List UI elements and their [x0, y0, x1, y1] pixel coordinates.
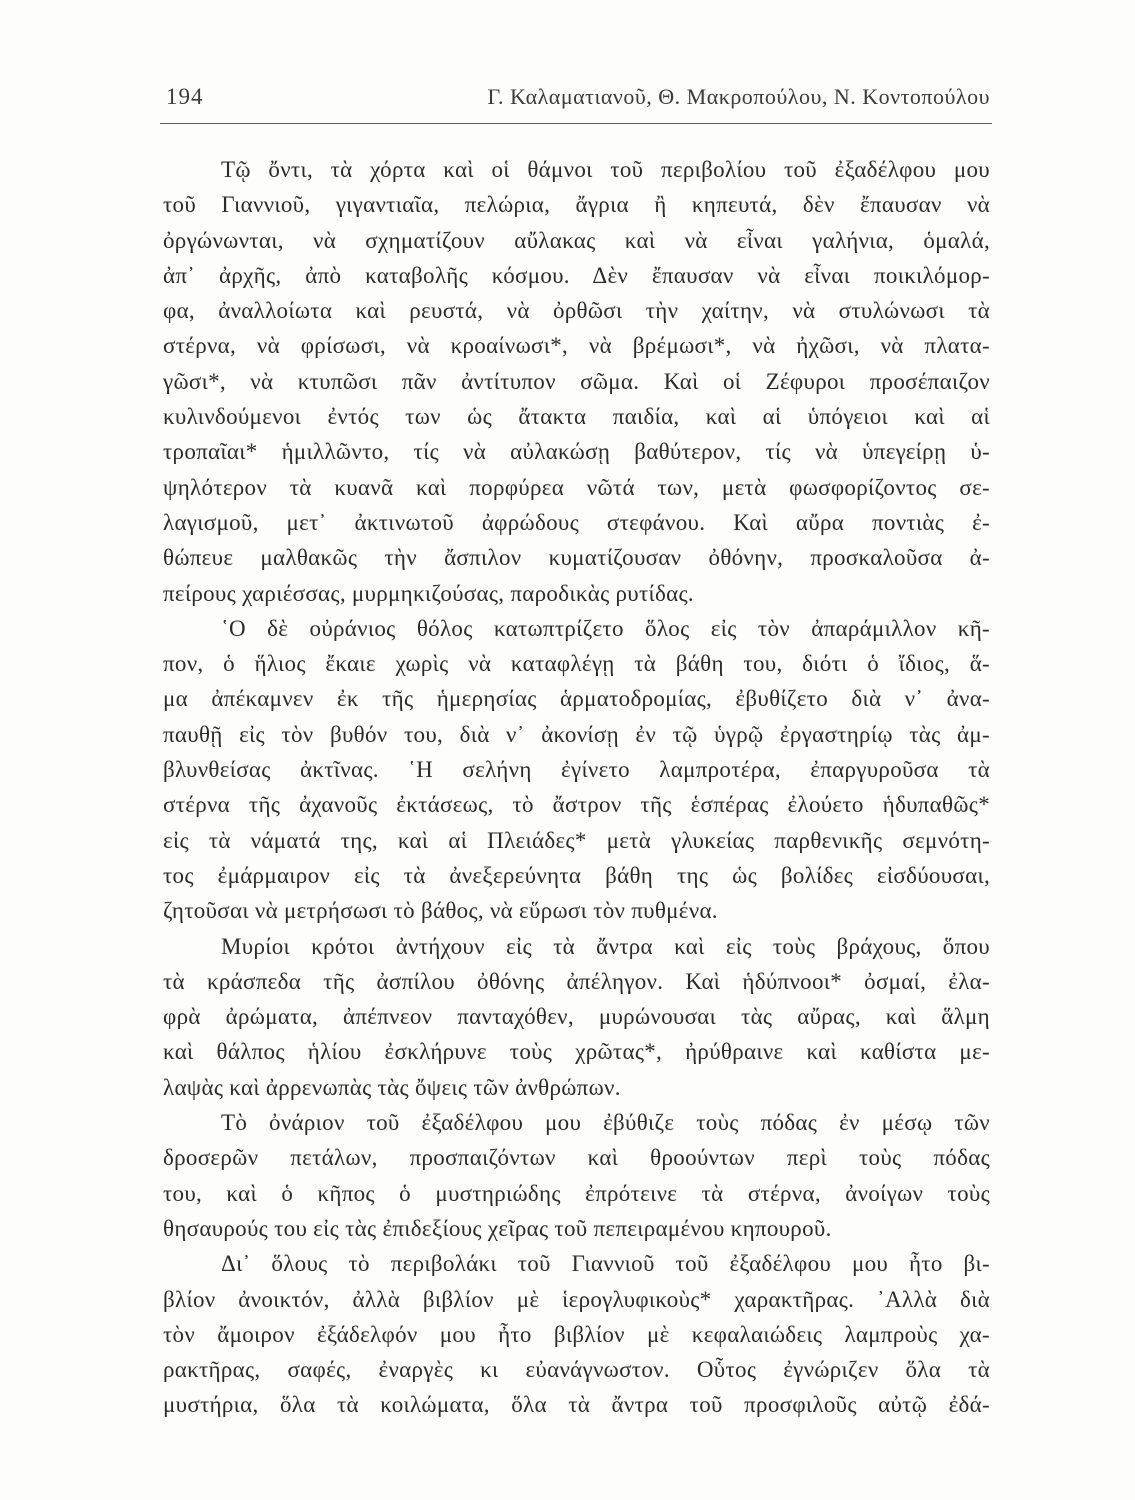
paragraph	[163, 152, 990, 611]
text-line: τὸν ἄμοιρον ἐξάδελφόν μου ἦτο βιβλίον μὲ κεφαλαιώδεις λαμπροὺς χα-	[163, 1321, 990, 1347]
text-line: τος ἐμάρμαιρον εἰς τὰ ἀνεξερεύνητα βάθη της ὡς βολίδες εἰσδύουσαι,	[163, 862, 990, 888]
text-line: ὀργώνωνται, νὰ σχηματίζουν αὔλακας καὶ νὰ εἶναι γαλήνια, ὁμαλά,	[163, 227, 990, 253]
text-line: πείρους χαριέσσας, μυρμηκιζούσας, παροδικὰς ρυτίδας.	[163, 580, 694, 606]
text-line: φα, ἀναλλοίωτα καὶ ρευστά, νὰ ὀρθῶσι τὴν χαίτην, νὰ στυλώνωσι τὰ	[163, 298, 990, 324]
header-rule	[160, 123, 992, 124]
text-line: μυστήρια, ὅλα τὰ κοιλώματα, ὅλα τὰ ἄντρα τοῦ προσφιλοῦς αὐτῷ ἐδά-	[163, 1392, 990, 1418]
text-line: κυλινδούμενοι ἐντός των ὡς ἄτακτα παιδία, καὶ αἱ ὑπόγειοι καὶ αἱ	[163, 404, 990, 430]
text-line: γῶσι*, νὰ κτυπῶσι πᾶν ἀντίτυπον σῶμα. Καὶ οἱ Ζέφυροι προσέπαιζον	[163, 368, 990, 394]
text-line: ψηλότερον τὰ κυανᾶ καὶ πορφύρεα νῶτά των, μετὰ φωσφορίζοντος σε-	[163, 474, 990, 500]
text-line: φρὰ ἀρώματα, ἀπέπνεον πανταχόθεν, μυρώνουσαι τὰς αὔρας, καὶ ἅλμη	[163, 1004, 990, 1030]
running-head-authors: Γ. Καλαματιανοῦ, Θ. Μακροπούλου, Ν. Κοντοπούλου	[487, 84, 990, 109]
text-line: βλυνθείσας ἀκτῖνας. ῾Η σελήνη ἐγίνετο λαμπροτέρα, ἐπαργυροῦσα τὰ	[163, 757, 990, 783]
text-line: λαψὰς καὶ ἀρρενωπὰς τὰς ὄψεις τῶν ἀνθρώπων.	[163, 1074, 621, 1100]
text-line: του, καὶ ὁ κῆπος ὁ μυστηριώδης ἐπρότεινε τὰ στέρνα, ἀνοίγων τοὺς	[163, 1180, 990, 1206]
page-number: 194	[166, 84, 204, 109]
text-line: στέρνα τῆς ἀχανοῦς ἐκτάσεως, τὸ ἄστρον τῆς ἑσπέρας ἐλούετο ἡδυπαθῶς*	[163, 792, 990, 818]
text-line: στέρνα, νὰ φρίσωσι, νὰ κροαίνωσι*, νὰ βρέμωσι*, νὰ ἠχῶσι, νὰ πλατα-	[163, 333, 990, 359]
text-line: τὰ κράσπεδα τῆς ἀσπίλου ὀθόνης ἀπέληγον. Καὶ ἡδύπνοοι* ὀσμαί, ἐλα-	[163, 968, 990, 994]
text-line: θώπευε μαλθακῶς τὴν ἄσπιλον κυματίζουσαν ὀθόνην, προσκαλοῦσα ἀ-	[163, 545, 990, 571]
paragraph	[163, 1105, 990, 1246]
text-line: λαγισμοῦ, μετ᾿ ἀκτινωτοῦ ἀφρώδους στεφάνου. Καὶ αὔρα ποντιὰς ἐ-	[163, 509, 990, 535]
paragraph	[163, 929, 990, 1105]
text-line: εἰς τὰ νάματά της, καὶ αἱ Πλειάδες* μετὰ γλυκείας παρθενικῆς σεμνότη-	[163, 827, 990, 853]
text-line: καὶ θάλπος ἡλίου ἐσκλήρυνε τοὺς χρῶτας*, ἠρύθραινε καὶ καθίστα με-	[163, 1039, 990, 1065]
text-line: Τὸ ὀνάριον τοῦ ἐξαδέλφου μου ἐβύθιζε τοὺς πόδας ἐν μέσῳ τῶν	[221, 1110, 990, 1136]
text-line: παυθῇ εἰς τὸν βυθόν του, διὰ ν᾿ ἀκονίσῃ ἐν τῷ ὑγρῷ ἐργαστηρίῳ τὰς ἀμ-	[163, 721, 990, 747]
text-line: ρακτῆρας, σαφές, ἐναργὲς κι εὐανάγνωστον. Οὗτος ἐγνώριζεν ὅλα τὰ	[163, 1357, 990, 1383]
text-line: τροπαῖαι* ἡμιλλῶντο, τίς νὰ αὐλακώσῃ βαθύτερον, τίς νὰ ὑπεγείρῃ ὑ-	[163, 439, 990, 465]
text-line: τοῦ Γιαννιοῦ, γιγαντιαῖα, πελώρια, ἄγρια ἢ κηπευτά, δὲν ἔπαυσαν νὰ	[163, 192, 990, 218]
paragraph	[163, 611, 990, 929]
text-line: μα ἀπέκαμνεν ἐκ τῆς ἡμερησίας ἁρματοδρομίας, ἐβυθίζετο διὰ ν᾿ ἀνα-	[163, 686, 990, 712]
text-line: πον, ὁ ἥλιος ἔκαιε χωρὶς νὰ καταφλέγῃ τὰ βάθη του, διότι ὁ ἴδιος, ἅ-	[163, 651, 990, 677]
text-line: Μυρίοι κρότοι ἀντήχουν εἰς τὰ ἄντρα καὶ εἰς τοὺς βράχους, ὅπου	[221, 933, 990, 959]
text-line: θησαυρούς του εἰς τὰς ἐπιδεξίους χεῖρας τοῦ πεπειραμένου κηπουροῦ.	[163, 1215, 832, 1241]
text-line: Δι᾿ ὅλους τὸ περιβολάκι τοῦ Γιαννιοῦ τοῦ ἐξαδέλφου μου ἦτο βι-	[221, 1251, 990, 1277]
text-line: Τῷ ὄντι, τὰ χόρτα καὶ οἱ θάμνοι τοῦ περιβολίου τοῦ ἐξαδέλφου μου	[221, 157, 990, 182]
text-line: βλίον ἀνοικτόν, ἀλλὰ βιβλίον μὲ ἱερογλυφικοὺς* χαρακτῆρας. ᾿Αλλὰ διὰ	[163, 1286, 990, 1312]
body-text	[163, 152, 990, 1423]
text-line: δροσερῶν πετάλων, προσπαιζόντων καὶ θροούντων περὶ τοὺς πόδας	[163, 1145, 990, 1171]
text-line: ἀπ᾿ ἀρχῆς, ἀπὸ καταβολῆς κόσμου. Δὲν ἔπαυσαν νὰ εἶναι ποικιλόμορ-	[163, 262, 990, 288]
paragraph	[163, 1246, 990, 1422]
text-line: ῾Ο δὲ οὐράνιος θόλος κατωπτρίζετο ὅλος εἰς τὸν ἀπαράμιλλον κῆ-	[221, 615, 990, 641]
text-line: ζητοῦσαι νὰ μετρήσωσι τὸ βάθος, νὰ εὕρωσι τὸν πυθμένα.	[163, 898, 718, 924]
